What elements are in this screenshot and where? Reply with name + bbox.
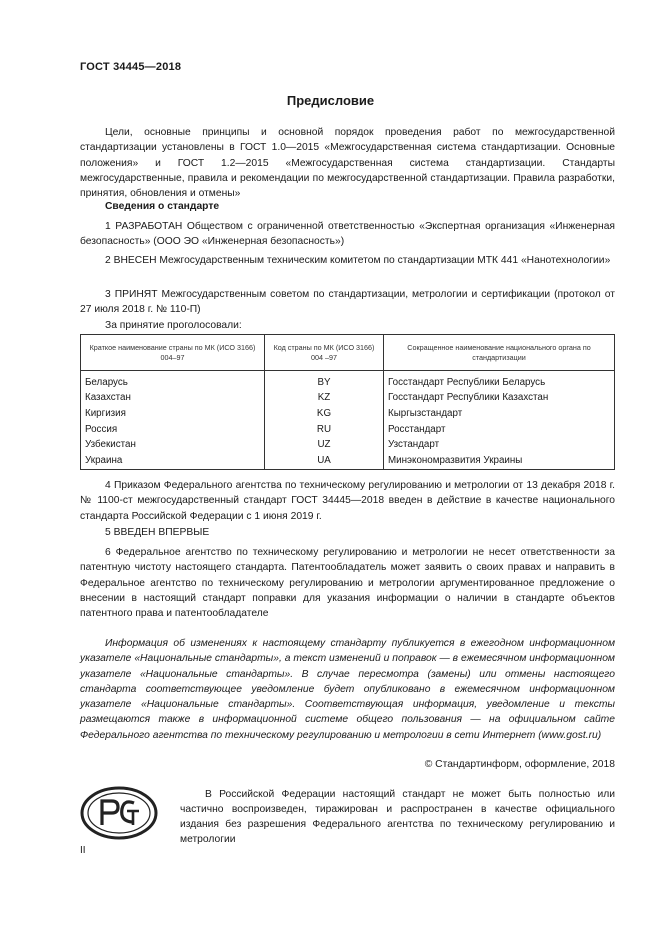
cell-body: Минэкономразвития Украины — [384, 453, 615, 469]
cell-country: Киргизия — [81, 406, 265, 422]
table-header-code: Код страны по МК (ИСО 3166) 004 –97 — [265, 335, 384, 371]
table-header-row — [81, 335, 615, 371]
table-row — [81, 406, 615, 422]
item-1 — [80, 219, 615, 250]
cell-code: KZ — [265, 391, 384, 407]
table-row — [81, 422, 615, 438]
cell-body: Госстандарт Республики Беларусь — [384, 371, 615, 391]
info-block-text: Информация об изменениях к настоящему стандарту публикуется в ежегодном информационном указателе «Национальные стандарты», а текст изменений и поправок — в ежемесячном информационном указателе «Национальные стандарты». В случае пересмотра (замены) или отмены настоящего стандарта соответствующее уведомление будет опубликовано в ежемесячном информационном указателе «Национальные стандарты». Соответствующая информация, уведомление и тексты размещаются также в информационной системе общего пользования — на официальном сайте Федерального агентства по техническому регулированию и метрологии в сети Интернет (www.gost.ru) — [80, 638, 615, 741]
cell-body: Госстандарт Республики Казахстан — [384, 391, 615, 407]
table-row — [81, 371, 615, 391]
cell-body: Росстандарт — [384, 422, 615, 438]
item-6 — [80, 545, 615, 621]
item-6-text: 6 Федеральное агентство по техническому регулированию и метрологии не несет ответственности за патентную чистоту настоящего стандарта. Патентообладатель может заявить о своих правах и направить в Федеральное агентство по техническому регулированию и метрологии аргументированное предложение о внесении в настоящий стандарт поправки для указания информации о наличии в стандарте объектов патентного права и патентообладателе — [80, 547, 615, 620]
cell-code: UZ — [265, 437, 384, 453]
cell-body: Узстандарт — [384, 437, 615, 453]
item-4 — [80, 478, 615, 524]
copyright-line: © Стандартинформ, оформление, 2018 — [424, 759, 615, 770]
reproduction-notice: В Российской Федерации настоящий стандарт не может быть полностью или частично воспроизведен, тиражирован и распространен в качестве официального издания без разрешения Федерального агентства по техническому регулированию и метрологии — [180, 789, 615, 845]
cell-country: Казахстан — [81, 391, 265, 407]
cell-code: UA — [265, 453, 384, 469]
table-row — [81, 453, 615, 469]
intro-paragraph: Цели, основные принципы и основной порядок проведения работ по межгосударственной стандартизации установлены в ГОСТ 1.0—2015 «Межгосударственная система стандартизации. Основные положения» и ГОСТ 1.2—2015 «Межгосударственная система стандартизации. Стандарты межгосударственные, правила и рекомендации по межгосударственной стандартизации. Правила разработки, принятия, обновления и отмены» — [80, 127, 615, 200]
vote-label: За принятие проголосовали: — [105, 320, 242, 331]
vote-table — [80, 334, 615, 470]
cell-country: Украина — [81, 453, 265, 469]
cell-country: Беларусь — [81, 371, 265, 391]
item-3-text: 3 ПРИНЯТ Межгосударственным советом по стандартизации, метрологии и сертификации (протокол от 27 июля 2018 г. № 110-П) — [80, 289, 615, 316]
item-1-text: 1 РАЗРАБОТАН Обществом с ограниченной ответственностью «Экспертная организация «Инженерная безопасность» (ООО ЭО «Инженерная безопасность») — [80, 221, 615, 248]
item-5: 5 ВВЕДЕН ВПЕРВЫЕ — [105, 527, 210, 538]
page-title: Предисловие — [286, 93, 375, 108]
item-4-text: 4 Приказом Федерального агентства по техническому регулированию и метрологии от 13 декабря 2018 г. № 1100-ст межгосударственный стандарт ГОСТ 34445—2018 введен в действие в качестве национального стандарта Российской Федерации с 1 июня 2019 г. — [80, 480, 615, 522]
page-number: II — [80, 845, 86, 856]
info-block — [80, 636, 615, 743]
intro-block — [80, 125, 615, 201]
cell-code: KG — [265, 406, 384, 422]
item-3 — [80, 287, 615, 318]
cell-code: BY — [265, 371, 384, 391]
item-2-text: 2 ВНЕСЕН Межгосударственным техническим комитетом по стандартизации МТК 441 «Нанотехнологии» — [105, 255, 611, 266]
table-header-country: Краткое наименование страны по МК (ИСО 3166) 004–97 — [81, 335, 265, 371]
standard-id: ГОСТ 34445—2018 — [80, 61, 182, 73]
cell-country: Узбекистан — [81, 437, 265, 453]
cell-code: RU — [265, 422, 384, 438]
info-heading: Сведения о стандарте — [105, 201, 220, 212]
table-header-body: Сокращенное наименование национального органа по стандартизации — [384, 335, 615, 371]
item-2 — [80, 253, 615, 268]
cell-body: Кыргызстандарт — [384, 406, 615, 422]
cell-country: Россия — [81, 422, 265, 438]
table-row — [81, 391, 615, 407]
table-row — [81, 437, 615, 453]
logo-text: РСТ — [119, 837, 121, 838]
rst-seal-icon — [80, 785, 158, 841]
